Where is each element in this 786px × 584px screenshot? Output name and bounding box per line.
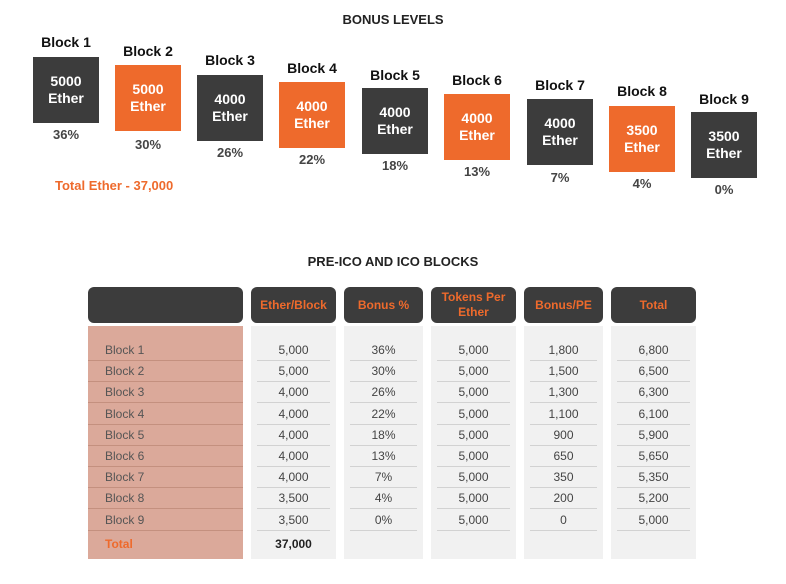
table-cell-tokens-per-ether: 5,000 <box>437 361 510 382</box>
table-cell-name: Block 2 <box>88 361 243 382</box>
table-cell-bonus-pe: 650 <box>530 446 597 467</box>
block-box <box>362 88 428 154</box>
table-cell-total: 5,000 <box>617 510 690 531</box>
table-cell-bonus-pe: 1,100 <box>530 404 597 425</box>
total-row-value: 37,000 <box>275 537 312 551</box>
table-cell-bonus-pct: 30% <box>350 361 417 382</box>
block-box <box>279 82 345 148</box>
block-amount: 4000 <box>379 104 411 120</box>
table-cell-tokens-per-ether: 5,000 <box>437 425 510 446</box>
block-bonus-pct: 18% <box>381 158 409 173</box>
table-cell-bonus-pct: 22% <box>350 404 417 425</box>
block-label: Block 1 <box>41 34 91 50</box>
block-label: Block 4 <box>287 60 337 76</box>
table-cell-bonus-pct: 7% <box>350 467 417 488</box>
table-cell-total: 5,200 <box>617 488 690 509</box>
block-unit: Ether <box>48 90 84 106</box>
block-amount: 5000 <box>132 81 164 97</box>
table-cell-tokens-per-ether: 5,000 <box>437 467 510 488</box>
block-unit: Ether <box>542 132 578 148</box>
table-cell-total: 6,500 <box>617 361 690 382</box>
block-box <box>444 94 510 160</box>
block-label: Block 5 <box>370 67 420 83</box>
table-cell-name: Block 8 <box>88 488 243 509</box>
table-cell-total: 5,900 <box>617 425 690 446</box>
table-cell-bonus-pe: 1,500 <box>530 361 597 382</box>
block-amount: 3500 <box>708 128 740 144</box>
table-cell-bonus-pe: 0 <box>530 510 597 531</box>
block-unit: Ether <box>706 145 742 161</box>
table-cell-name: Block 9 <box>88 510 243 531</box>
block-unit: Ether <box>294 115 330 131</box>
table-cell-bonus-pe: 350 <box>530 467 597 488</box>
block-bonus-pct: 26% <box>216 145 244 160</box>
block-label: Block 7 <box>535 77 585 93</box>
header-bonus-pct: Bonus % <box>344 287 423 323</box>
header-total: Total <box>611 287 696 323</box>
table-cell-ether-block: 5,000 <box>257 361 330 382</box>
table-cell-total: 6,100 <box>617 404 690 425</box>
bonus-levels-title: BONUS LEVELS <box>342 12 444 27</box>
table-cell-name: Block 5 <box>88 425 243 446</box>
block-bonus-pct: 36% <box>52 127 80 142</box>
table-cell-tokens-per-ether: 5,000 <box>437 382 510 403</box>
total-row-label: Total <box>105 537 133 551</box>
table-cell-bonus-pct: 4% <box>350 488 417 509</box>
table-cell-tokens-per-ether: 5,000 <box>437 404 510 425</box>
table-title: PRE-ICO AND ICO BLOCKS <box>307 254 479 269</box>
block-amount: 4000 <box>544 115 576 131</box>
block-amount: 5000 <box>50 73 82 89</box>
block-bonus-pct: 22% <box>298 152 326 167</box>
table-cell-bonus-pe: 1,800 <box>530 340 597 361</box>
table-cell-bonus-pct: 36% <box>350 340 417 361</box>
header-name <box>88 287 243 323</box>
header-tokens-per-ether: Tokens Per Ether <box>431 287 516 323</box>
table-cell-bonus-pe: 200 <box>530 488 597 509</box>
block-label: Block 3 <box>205 52 255 68</box>
table-cell-total: 5,650 <box>617 446 690 467</box>
block-box <box>33 57 99 123</box>
table-cell-ether-block: 4,000 <box>257 382 330 403</box>
block-bonus-pct: 7% <box>550 170 570 185</box>
block-amount: 3500 <box>626 122 658 138</box>
block-unit: Ether <box>377 121 413 137</box>
block-bonus-pct: 4% <box>632 176 652 191</box>
table-cell-name: Block 6 <box>88 446 243 467</box>
block-box <box>527 99 593 165</box>
table-cell-bonus-pe: 900 <box>530 425 597 446</box>
block-unit: Ether <box>212 108 248 124</box>
block-label: Block 2 <box>123 43 173 59</box>
total-ether: Total Ether - 37,000 <box>55 178 174 193</box>
table-cell-ether-block: 4,000 <box>257 404 330 425</box>
table-cell-bonus-pct: 0% <box>350 510 417 531</box>
table-cell-total: 6,300 <box>617 382 690 403</box>
table-cell-tokens-per-ether: 5,000 <box>437 510 510 531</box>
block-label: Block 6 <box>452 72 502 88</box>
block-unit: Ether <box>624 139 660 155</box>
block-box <box>609 106 675 172</box>
block-box <box>197 75 263 141</box>
block-bonus-pct: 0% <box>714 182 734 197</box>
table-cell-name: Block 3 <box>88 382 243 403</box>
table-cell-total: 5,350 <box>617 467 690 488</box>
table-cell-bonus-pct: 18% <box>350 425 417 446</box>
block-label: Block 8 <box>617 83 667 99</box>
table-cell-ether-block: 4,000 <box>257 425 330 446</box>
table-cell-name: Block 1 <box>88 340 243 361</box>
table-cell-tokens-per-ether: 5,000 <box>437 340 510 361</box>
table-cell-name: Block 4 <box>88 404 243 425</box>
block-unit: Ether <box>130 98 166 114</box>
block-amount: 4000 <box>296 98 328 114</box>
block-box <box>691 112 757 178</box>
header-ether-block: Ether/Block <box>251 287 336 323</box>
table-cell-bonus-pct: 26% <box>350 382 417 403</box>
table-cell-ether-block: 5,000 <box>257 340 330 361</box>
block-amount: 4000 <box>461 110 493 126</box>
table-cell-bonus-pct: 13% <box>350 446 417 467</box>
table-cell-bonus-pe: 1,300 <box>530 382 597 403</box>
block-label: Block 9 <box>699 91 749 107</box>
block-amount: 4000 <box>214 91 246 107</box>
table-cell-ether-block: 4,000 <box>257 467 330 488</box>
header-bonus-pe: Bonus/PE <box>524 287 603 323</box>
table-cell-tokens-per-ether: 5,000 <box>437 446 510 467</box>
table-cell-ether-block: 3,500 <box>257 510 330 531</box>
block-bonus-pct: 30% <box>134 137 162 152</box>
table-cell-ether-block: 3,500 <box>257 488 330 509</box>
block-bonus-pct: 13% <box>463 164 491 179</box>
block-unit: Ether <box>459 127 495 143</box>
table-cell-tokens-per-ether: 5,000 <box>437 488 510 509</box>
block-box <box>115 65 181 131</box>
table-cell-name: Block 7 <box>88 467 243 488</box>
table-cell-ether-block: 4,000 <box>257 446 330 467</box>
table-cell-total: 6,800 <box>617 340 690 361</box>
